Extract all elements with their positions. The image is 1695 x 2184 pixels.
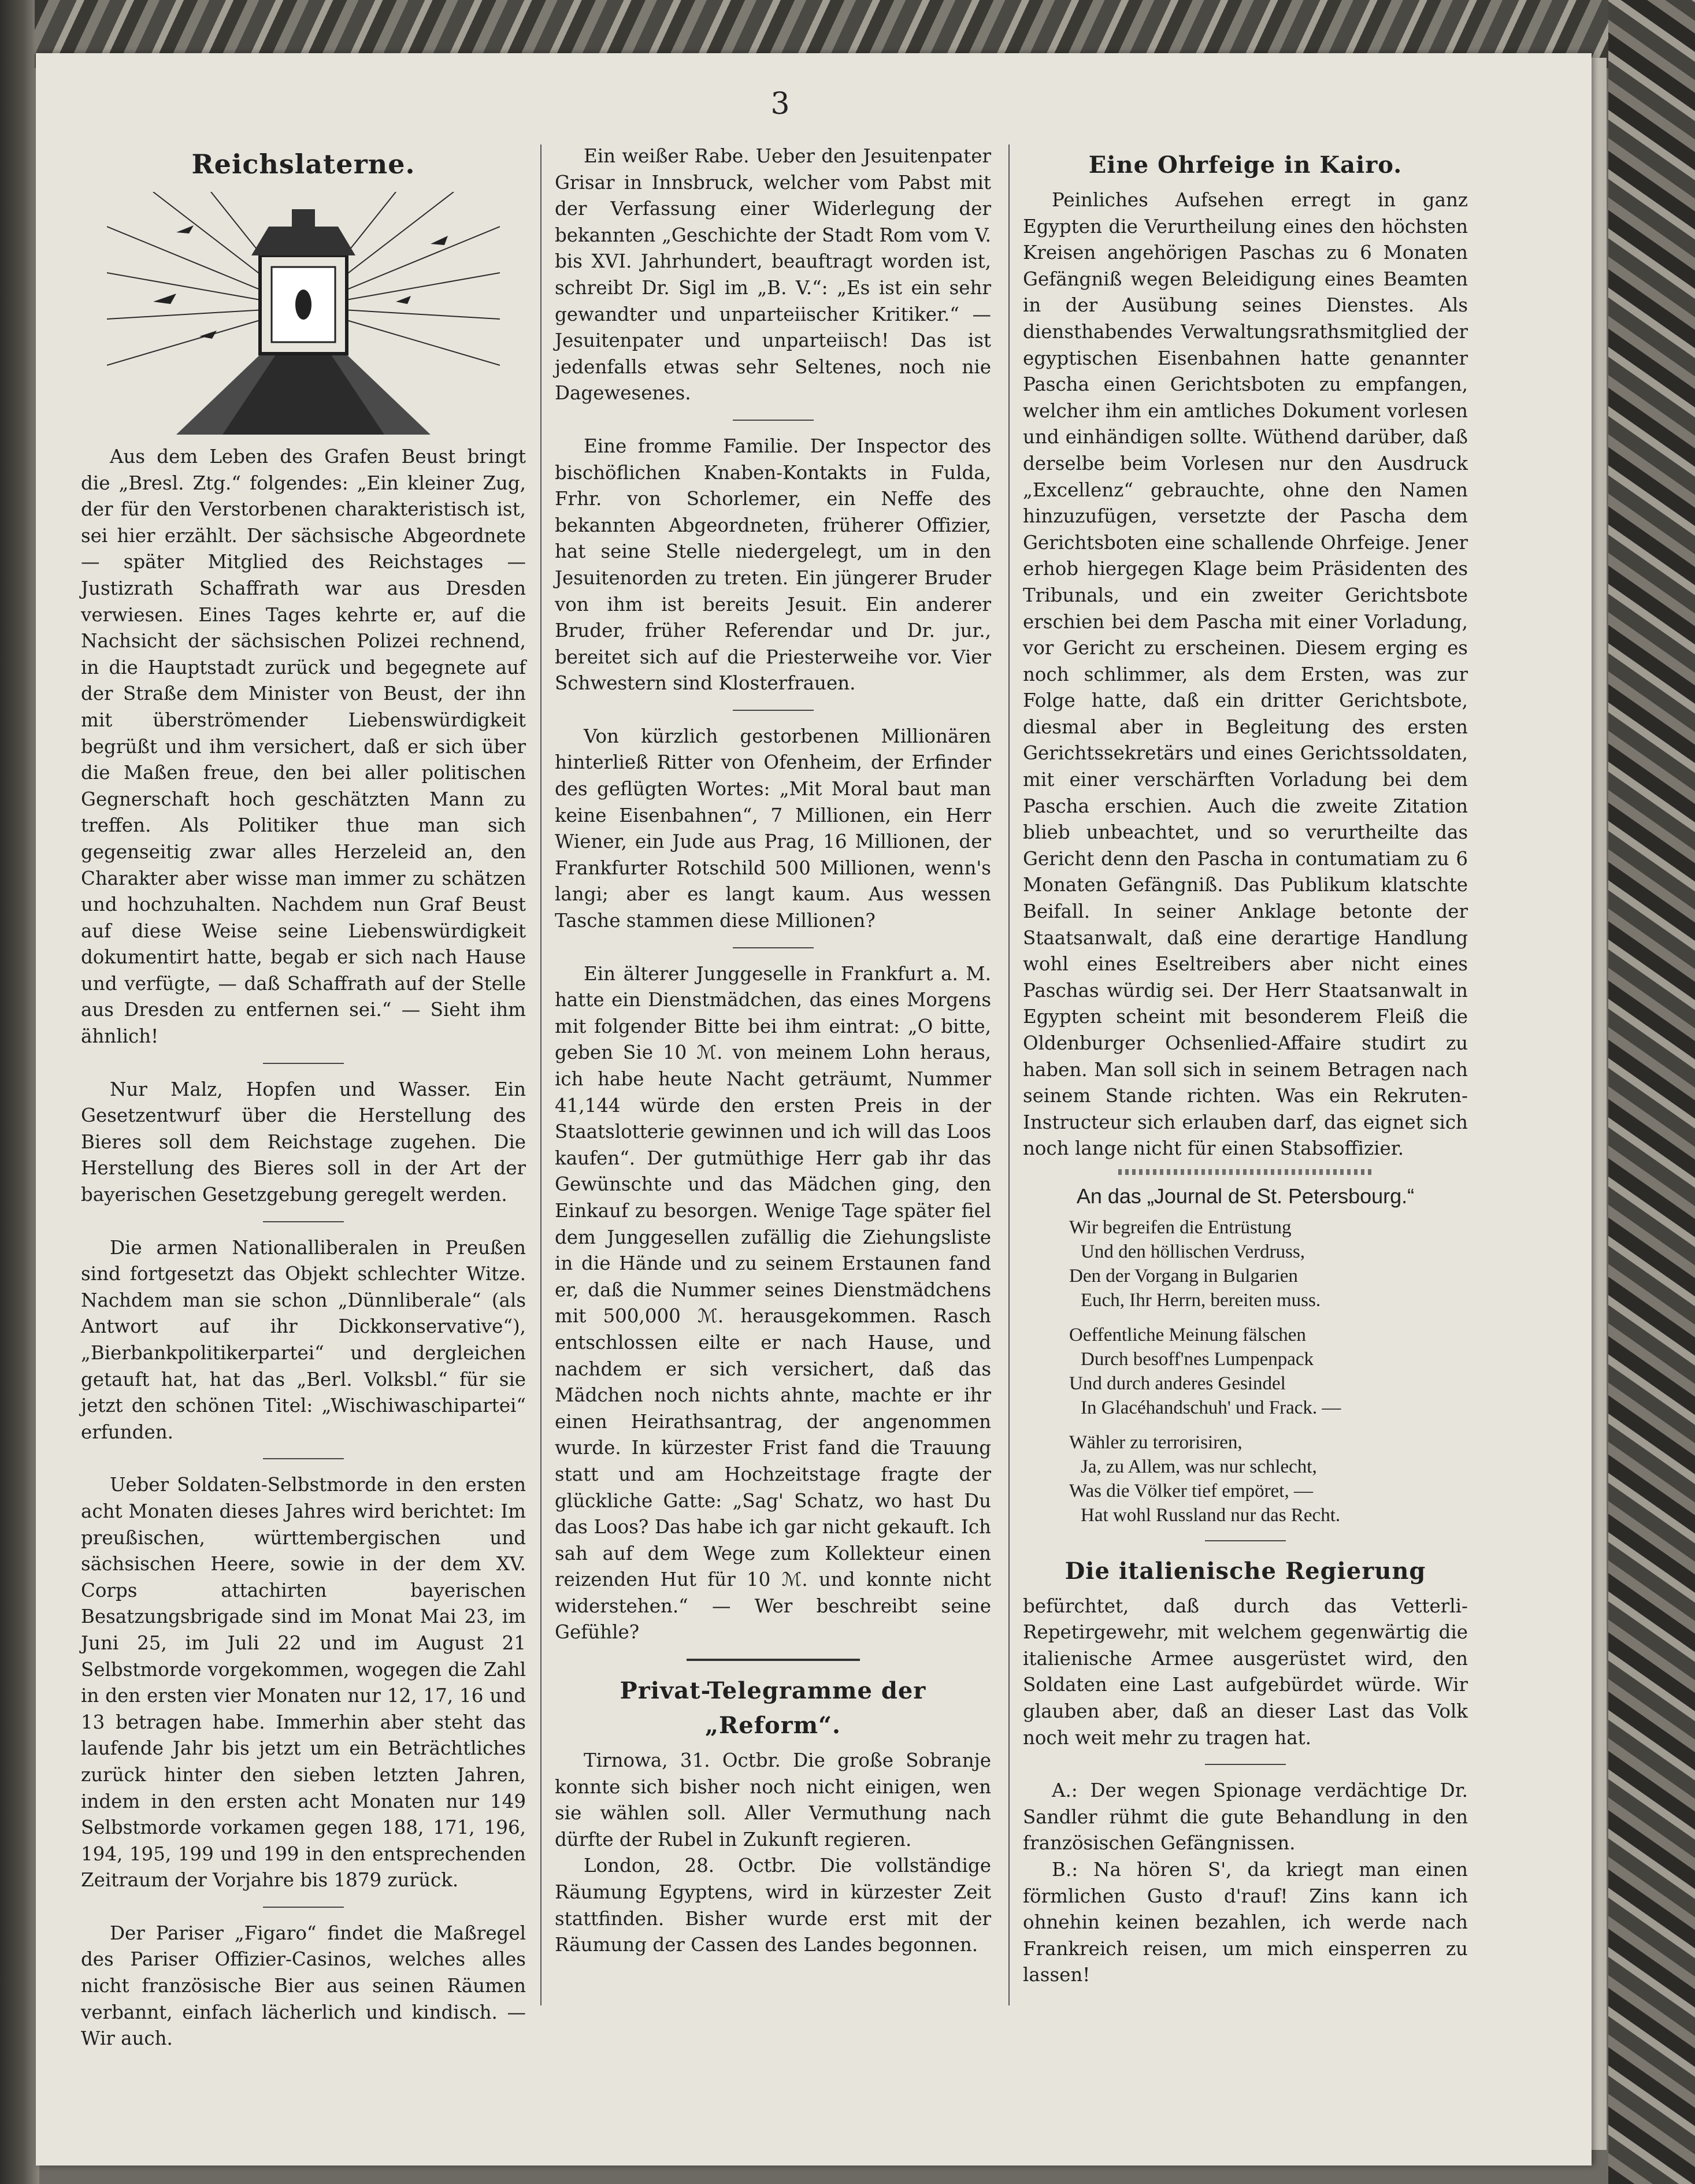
- column-middle: [555, 143, 991, 1959]
- separator: [1118, 1169, 1373, 1175]
- separator: [1205, 1540, 1286, 1541]
- poem-line: Und den höllischen Verdruss,: [1081, 1241, 1305, 1262]
- paragraph: Der Pariser „Figaro“ findet die Maßregel des Pariser Offizier-Casinos, welches alles nicht französische Bier aus seinen Räumen verbannt, einfach lächerlich und kindisch. — Wir auch.: [81, 1922, 526, 2050]
- poem-stanza: [1069, 1215, 1468, 1312]
- separator: [733, 710, 814, 711]
- poem-stanza: [1069, 1323, 1468, 1420]
- poem: [1069, 1215, 1468, 1527]
- section-title-telegramme: Privat-Telegramme der „Reform“.: [620, 1677, 926, 1740]
- poem-line: Was die Völker tief empöret, —: [1069, 1480, 1313, 1501]
- section-title-ohrfeige: Eine Ohrfeige in Kairo.: [1088, 151, 1403, 179]
- separator: [1205, 1764, 1286, 1765]
- paragraph: Aus dem Leben des Grafen Beust bringt die „Bresl. Ztg.“ folgendes: „Ein kleiner Zug, der für den Verstorbenen charakteristisch ist, sei hier erzählt. Der sächsische Abgeordnete — später Mitglied des Reichstages — Justizrath Schaffrath war aus Dresden verwiesen. Eines Tages kehrte er, auf die Nachsicht der sächsischen Polizei rechnend, in die Hauptstadt zurück und begegnete auf der Straße dem Minister von Beust, der ihn mit überströmender Liebenswürdigkeit begrüßt und ihm versichert, daß er sich über die Maßen freue, den bei aller politischen Gegnerschaft hoch geschätzten Mann zu treffen. Als Politiker thue man sich gegenseitig zwar alles Herzeleid an, den Charakter aber wisse man immer zu schätzen und hochzuhalten. Nachdem nun Graf Beust auf diese Weise seine Liebenswürdigkeit dokumentirt hatte, begab er sich nach Hause und verfügte, — daß Schaffrath auf der Stelle aus Dresden zu entfernen sei.“ — Sieht ihm ähnlich!: [81, 446, 526, 1048]
- poem-line: Wir begreifen die Entrüstung: [1069, 1217, 1292, 1238]
- poem-line: Den der Vorgang in Bulgarien: [1069, 1265, 1298, 1286]
- poem-line: Und durch anderes Gesindel: [1069, 1373, 1286, 1394]
- poem-line: Durch besoff'nes Lumpenpack: [1081, 1348, 1314, 1370]
- paragraph: London, 28. Octbr. Die vollständige Räumung Egyptens, wird in kürzester Zeit stattfinden. Bisher wurde erst mit der Räumung der Cassen des Landes begonnen.: [555, 1855, 991, 1956]
- poem-line: Wähler zu terrorisiren,: [1069, 1432, 1242, 1453]
- separator: [263, 1458, 344, 1459]
- paragraph: Tirnowa, 31. Octbr. Die große Sobranje konnte sich bisher noch nicht einigen, wen sie wählen soll. Aller Vermuthung nach dürfte der Rubel in Zukunft regieren.: [555, 1749, 991, 1851]
- paragraph: Ein älterer Junggeselle in Frankfurt a. M. hatte ein Dienstmädchen, das eines Morgens mit folgender Bitte bei ihm eintrat: „O bitte, geben Sie 10 ℳ. von meinem Lohn heraus, ich habe heute Nacht geträumt, Nummer 41,144 würde den ersten Preis in der Staatslotterie gewinnen und ich will das Loos kaufen“. Der gutmüthige Herr gab ihr das Gewünschte und das Mädchen ging, den Einkauf zu besorgen. Wenige Tage später fiel dem Junggesellen zufällig die Ziehungsliste in die Hände und zu seinem Erstaunen fand er, daß die Nummer seines Dienstmädchens mit 500,000 ℳ. herausgekommen. Rasch entschlossen eilte er nach Hause, und nachdem er sich versichert, daß das Mädchen noch nichts ahnte, machte er ihr einen Heirathsantrag, der angenommen wurde. In kürzester Frist fand die Trauung statt und am Hochzeitstage fragte der glückliche Gatte: „Sag' Schatz, wo hast Du das Loos? Das habe ich gar nicht gekauft. Ich sah auf dem Wege zum Kollekteur einen reizenden Hut für 10 ℳ. und konnte nicht widerstehen.“ — Wer beschreibt seine Gefühle?: [555, 962, 991, 1644]
- paragraph: Von kürzlich gestorbenen Millionären hinterließ Ritter von Ofenheim, der Erfinder des geflügten Wortes: „Mit Moral baut man keine Eisenbahnen“, 7 Millionen, ein Herr Wiener, ein Jude aus Prag, 16 Millionen, der Frankfurter Rotschild 500 Millionen, wenn's langi; aber es langt kaum. Aus wessen Tasche stammen diese Millionen?: [555, 725, 991, 932]
- poem-line: Ja, zu Allem, was nur schlecht,: [1081, 1456, 1317, 1477]
- separator: [687, 1659, 860, 1661]
- column-right: [1023, 143, 1468, 1989]
- poem-line: In Glacéhandschuh' und Frack. —: [1081, 1397, 1341, 1418]
- lantern-icon: [107, 192, 500, 435]
- poem-title: An das „Journal de St. Petersbourg.“: [1076, 1184, 1415, 1208]
- book-spine: [0, 0, 39, 2184]
- separator: [263, 1221, 344, 1222]
- paragraph: A.: Der wegen Spionage verdächtige Dr. Sandler rühmt die gute Behandlung in den französischen Gefängnissen.: [1023, 1779, 1468, 1855]
- section-title-reichslaterne: Reichslaterne.: [191, 149, 416, 180]
- paragraph: B.: Na hören S', da kriegt man einen förmlichen Gusto d'rauf! Zins kann ich ohnehin keinen bezahlen, ich werde nach Frankreich reisen, um mich einsperren zu lassen!: [1023, 1858, 1468, 1986]
- separator: [263, 1063, 344, 1064]
- separator: [733, 947, 814, 948]
- column-rule: [1008, 144, 1010, 2005]
- paragraph: Die armen Nationalliberalen in Preußen sind fortgesetzt das Objekt schlechter Witze. Nachdem man sie schon „Dünnliberale“ (als Antwort auf ihr Dickkonservative“), „Bierbankpolitikerpartei“ und dergleichen getauft hat, hat das „Berl. Volksbl.“ für sie jetzt den schönen Titel: „Wischiwaschipartei“ erfunden.: [81, 1236, 526, 1443]
- marbled-edge-right: [1608, 0, 1695, 2184]
- separator: [733, 420, 814, 421]
- separator: [263, 1907, 344, 1908]
- paragraph: Peinliches Aufsehen erregt in ganz Egypten die Verurtheilung eines den höchsten Kreisen angehörigen Paschas zu 6 Monaten Gefängniß wegen Beleidigung eines Beamten in der Ausübung seines Dienstes. Als diensthabendes Verwaltungsrathsmitglied der egyptischen Eisenbahnen hatte genannter Pascha einen Gerichtsboten zu empfangen, welcher ihm ein amtliches Dokument vorlesen und einhändigen sollte. Wüthend darüber, daß derselbe beim Vorlesen nur den Ausdruck „Excellenz“ gebrauchte, ohne den Namen hinzuzufügen, versetzte der Pascha dem Gerichtsboten eine schallende Ohrfeige. Jener erhob hiergegen Klage beim Präsidenten des Tribunals, und ein zweiter Gerichtsbote erschien bei dem Pascha mit einer Vorladung, vor Gericht zu erscheinen. Diesem erging es noch schlimmer, als dem Ersten, was zur Folge hatte, daß ein dritter Gerichtsbote, diesmal aber in Begleitung des ersten Gerichtssekretärs und eines Gerichtssoldaten, mit einer verschärften Vorladung bei dem Pascha erschien. Auch die zweite Zitation blieb unbeachtet, und so verurtheilte das Gericht denn den Pascha in contumatiam zu 6 Monaten Gefängniß. Das Publikum klatschte Beifall. In seiner Anklage betonte der Staatsanwalt, daß eine derartige Handlung wohl eines Eseltreibers aber nicht eines Paschas würdig sei. Der Herr Staatsanwalt in Egypten scheint mit besonderem Fleiß die Oldenburger Ochsenlied-Affaire studirt zu haben. Man soll sich in seinem Betragen nach seinem Stande richten. Was ein Rekruten-Instructeur sich erlauben darf, das eignet sich noch lange nicht für einen Stabsoffizier.: [1023, 189, 1468, 1160]
- page-number: 3: [770, 87, 790, 121]
- poem-line: Oeffentliche Meinung fälschen: [1069, 1324, 1306, 1345]
- paragraph: befürchtet, daß durch das Vetterli-Repetirgewehr, mit welchem gegenwärtig die italienische Armee ausgerüstet wird, den Soldaten eine Last aufgebürdet würde. Wir glauben aber, daß an dieser Last das Volk noch weit mehr zu tragen hat.: [1023, 1595, 1468, 1749]
- column-left: [81, 143, 526, 2052]
- column-rule: [540, 144, 541, 2005]
- poem-stanza: [1069, 1430, 1468, 1527]
- paragraph: Ueber Soldaten-Selbstmorde in den ersten acht Monaten dieses Jahres wird berichtet: Im preußischen, württembergischen und sächsischen Heere, sowie in der dem XV. Corps attachirten bayerischen Besatzungsbrigade sind im Monat Mai 23, im Juni 25, im Juli 22 und im August 21 Selbstmorde vorgekommen, wogegen die Zahl in den ersten vier Monaten nur 12, 17, 16 und 13 betragen habe. Immerhin aber steht das laufende Jahr bis jetzt um ein Beträchtliches zurück hinter den sieben letzten Jahren, indem in den ersten acht Monaten nur 149 Selbstmorde vorkamen gegen 188, 171, 196, 194, 195, 199 und 199 in den entsprechenden Zeitraum der Vorjahre bis 1879 zurück.: [81, 1474, 526, 1892]
- paragraph: Ein weißer Rabe. Ueber den Jesuitenpater Grisar in Innsbruck, welcher vom Pabst mit der Verfassung einer Widerlegung der bekannten „Geschichte der Stadt Rom vom V. bis XVI. Jahrhundert, beauftragt worden ist, schreibt Dr. Sigl im „B. V.“: „Es ist ein sehr gewandter und unparteiischer Kritiker.“ — Jesuitenpater und unparteiisch! Das ist jedenfalls etwas sehr Seltenes, noch nie Dagewesenes.: [555, 145, 991, 405]
- poem-line: Hat wohl Russland nur das Recht.: [1081, 1504, 1341, 1526]
- paragraph: Eine fromme Familie. Der Inspector des bischöflichen Knaben-Kontakts in Fulda, Frhr. von Schorlemer, ein Neffe des bekannten Abgeordneten, früherer Offizier, hat seine Stelle niedergelegt, um in den Jesuitenorden zu treten. Ein jüngerer Bruder von ihm ist bereits Jesuit. Ein anderer Bruder, früher Referendar und Dr. jur., bereitet sich auf die Priesterweihe vor. Vier Schwestern sind Klosterfrauen.: [555, 435, 991, 695]
- paragraph: Nur Malz, Hopfen und Wasser. Ein Gesetzentwurf über die Herstellung des Bieres soll dem Reichstage zugehen. Die Herstellung des Bieres soll in der Art der bayerischen Gesetzgebung geregelt werden.: [81, 1078, 526, 1206]
- section-title-italienische-regierung: Die italienische Regierung: [1065, 1557, 1426, 1585]
- poem-line: Euch, Ihr Herrn, bereiten muss.: [1081, 1289, 1321, 1311]
